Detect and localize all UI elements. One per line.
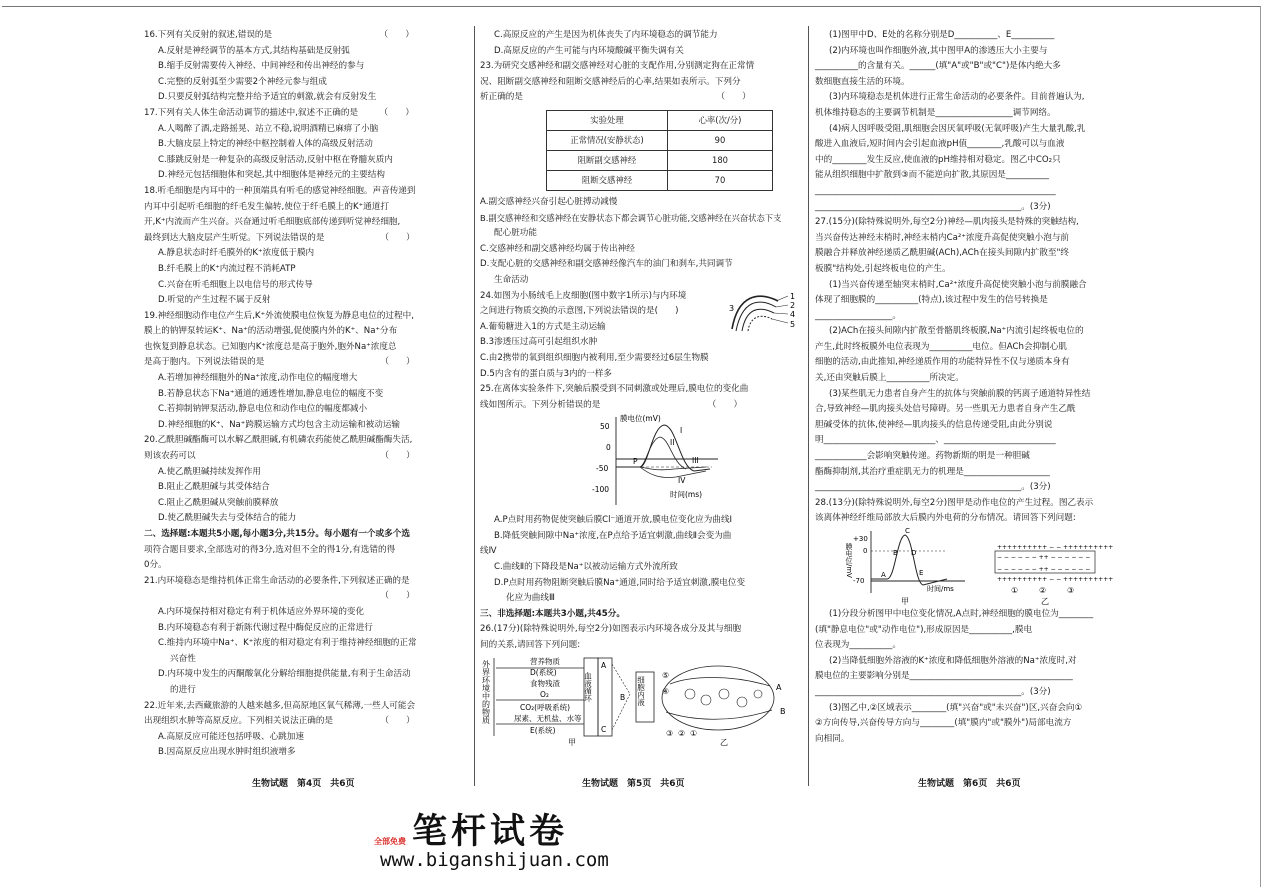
q23-option-b: B.副交感神经和交感神经在安静状态下都会调节心脏功能,交感神经在兴奋状态下支 <box>480 212 782 223</box>
col1-line: 20.乙酰胆碱酯酶可以水解乙酰胆碱,有机磷农药能使乙酰胆碱酯酶失活, <box>144 435 413 446</box>
col3-line: 胆碱受体的抗体,使神经—肌肉接头的信息传递受阻,由此分别说 <box>815 419 1053 430</box>
col1-line: 膜上的钠钾泵转运K⁺、Na⁺的活动增强,促使膜内外的K⁺、Na⁺分布 <box>144 326 398 337</box>
col2_top-line: 23.为研究交感神经和副交感神经对心脏的支配作用,分别测定狗在正常情 <box>480 61 755 72</box>
col3-line: 机体维持稳态的主要调节机制是__________________调节网络。 <box>815 107 1056 118</box>
col1-line: A.人喝醉了酒,走路摇晃、站立不稳,说明酒精已麻痹了小脑 <box>158 123 379 134</box>
col3-line: (3)内环境稳态是机体进行正常生命活动的必要条件。目前普遍认为, <box>829 92 1085 103</box>
col3_bot-line: 位表现为__________。 <box>815 640 901 651</box>
col1-line: A.静息状态时纤毛膜外的K⁺浓度低于膜内 <box>158 248 315 259</box>
col1-line: C.维持内环境中Na⁺、K⁺浓度的相对稳定有利于维持神经细胞的正常 <box>158 638 417 649</box>
table-cell: 阻断交感神经 <box>547 170 668 190</box>
q23-option-c: C.交感神经和副交感神经均属于传出神经 <box>480 243 635 254</box>
col1-line: D.听觉的产生过程不属于反射 <box>158 295 271 306</box>
col1-line: 最终到达大脑皮层产生听觉。下列说法错误的是 （ ） <box>144 232 415 243</box>
fig26-item: 尿素、无机盐、水等 <box>514 713 582 723</box>
charge-row: − − − − − − ++ − − − − − − <box>997 566 1091 573</box>
col1-line: 18.听毛细胞是内耳中的一种顶端具有听毛的感觉神经细胞。声音传递到 <box>144 185 416 196</box>
watermark-free-label: 全部免费 <box>374 837 406 846</box>
table-row <box>547 170 773 190</box>
q23-option-b-cont: 配心脏功能 <box>494 228 537 239</box>
fig28-region: ① <box>1011 586 1019 595</box>
col1-line: B.纤毛膜上的K⁺内流过程不消耗ATP <box>158 263 296 274</box>
fig26-num: A <box>776 682 782 692</box>
charge-row: − − − − − − ++ − − − − − − <box>997 554 1091 561</box>
q24-option: A.葡萄糖进入1的方式是主动运输 <box>480 321 606 332</box>
col3-line: 细胞的活动,由此推知,神经递质作用的功能特异性不仅与递质本身有 <box>815 357 1070 368</box>
fig25-curve-label: II <box>670 438 675 448</box>
fig28-letter: A <box>881 571 886 579</box>
table-cell: 90 <box>668 130 773 150</box>
fig28-region: ③ <box>1067 586 1075 595</box>
col3-line: __________________。 <box>815 310 901 321</box>
col1-line: C.若抑制钠钾泵活动,静息电位和动作电位的幅度都减小 <box>158 404 368 415</box>
fig26-num: B <box>780 706 786 716</box>
q25_opts-line: A.P点时用药物促使突触后膜Cl⁻通道开放,膜电位变化应为曲线Ⅰ <box>494 515 733 526</box>
fig24-label: 2 <box>790 300 796 310</box>
table-row <box>547 150 773 170</box>
q25_opts-line: C.曲线Ⅱ的下降段是Na⁺以被动运输方式外流所致 <box>494 562 678 573</box>
col1-line: B.缩手反射需要传入神经、中间神经和传出神经的参与 <box>158 61 365 72</box>
col1-line: D.神经元包括细胞体和突起,其中细胞体是神经元的主要结构 <box>158 170 385 181</box>
fig26-item: D(系统) <box>530 667 557 677</box>
col3-line: (3)某些肌无力患者自身产生的抗体与突触前膜的钙离子通道特异性结 <box>829 388 1091 399</box>
fig25-curve-label: III <box>692 456 699 466</box>
col3-line: ________________________________________________。(3分) <box>815 482 1051 493</box>
col1-line: 0分。 <box>144 560 167 571</box>
q23-option-d: D.支配心脏的交感神经和副交感神经像汽车的油门和刹车,共同调节 <box>480 259 733 270</box>
fig25-tick: -50 <box>596 464 609 474</box>
section-3-heading: 三、非选择题:本题共3小题,共45分。 <box>480 608 625 619</box>
col3-line: 27.(15分)(除特殊说明外,每空2分)神经—肌肉接头是特殊的突触结构, <box>815 217 1079 228</box>
col3-line: ________________________________________________________ <box>815 185 1056 196</box>
col3-line: ____________会影响突触传递。药物新斯的明是一种胆碱 <box>815 451 1030 462</box>
col3-line: 数细胞直接生活的环境。 <box>815 76 910 87</box>
fig26-item: CO₂(呼吸系统) <box>520 702 570 712</box>
fig26-abc: C <box>601 724 607 734</box>
fig26-num: ① <box>690 728 698 738</box>
col1-line: B.若静息状态下Na⁺通道的通透性增加,静息电位的幅度不变 <box>158 388 384 399</box>
table-header-cell: 实验处理 <box>547 110 668 130</box>
col3-line: 酯酶抑制剂,其治疗重症肌无力的机理是____________________ <box>815 466 1050 477</box>
table-header-cell: 心率(次/分) <box>668 110 773 130</box>
watermark-url[interactable]: www.biganshijuan.com <box>380 849 609 871</box>
col1-line: C.阻止乙酰胆碱从突触前膜释放 <box>158 497 279 508</box>
col3-line: 关,还由突触后膜上__________所决定。 <box>815 373 964 384</box>
q25_opts-line: 化应为曲线Ⅲ <box>506 593 555 604</box>
col1-line: C.膝跳反射是一种复杂的高级反射活动,反射中枢在脊髓灰质内 <box>158 154 393 165</box>
fig28-xlabel: 时间/ms <box>927 585 954 593</box>
charge-row: ++++++++++ − − ++++++++++ <box>997 576 1114 583</box>
col3-line: (2)ACh在接头间隙内扩散至骨骼肌终板膜,Na⁺内流引起终板电位的 <box>829 326 1084 337</box>
fig25-point: P <box>633 457 638 467</box>
col1-line: 开,K⁺内流而产生兴奋。兴奋通过听毛细胞底部传递到听觉神经细胞, <box>144 217 401 228</box>
col1-line: D.神经细胞的K⁺、Na⁺跨膜运输方式均包含主动运输和被动运输 <box>158 419 401 430</box>
fig25-tick: -100 <box>592 485 610 495</box>
fig26-loop: 血液循环 <box>583 671 593 702</box>
fig28-tick: 0 <box>863 547 868 555</box>
question-24 <box>480 289 798 383</box>
col3-line: (1)图甲中D、E处的名称分别是D__________、E__________ <box>829 30 1055 40</box>
fig28-tick: -70 <box>853 577 865 585</box>
fig26-num: ④ <box>662 686 670 696</box>
col1-line: 21.内环境稳态是维持机体正常生命活动的必要条件,下列叙述正确的是 <box>144 575 410 586</box>
q25_opts-line: 线Ⅳ <box>480 546 497 557</box>
fig28-letter: B <box>893 549 898 557</box>
q26-stem: 间的关系,请回答下列问题: <box>480 640 581 651</box>
page-6-column <box>815 28 1135 747</box>
col1-line: 则该农药可以 （ ） <box>144 451 415 462</box>
col1-line: A.内环境保持相对稳定有利于机体适应外界环境的变化 <box>158 606 365 617</box>
table-cell: 阻断副交感神经 <box>547 150 668 170</box>
col1-line: 也恢复到静息状态。已知胞内K⁺浓度总是高于胞外,胞外Na⁺浓度总 <box>144 341 397 352</box>
page-footer: 生物试题 第6页 共6页 <box>918 779 1021 789</box>
col1-line: 是高于胞内。下列说法错误的是 （ ） <box>144 357 415 368</box>
col3_bot-line: ②方向传导,兴奋传导方向与________(填"膜内"或"膜外")局部电流方 <box>815 718 1072 729</box>
col3_bot-line: ________________________________________________。(3分) <box>815 686 1051 697</box>
fig25-tick: 0 <box>606 443 611 453</box>
col1-line: B.内环境稳态有利于新陈代谢过程中酶促反应的正常进行 <box>158 622 373 633</box>
fig28-caption: 甲 <box>901 597 909 606</box>
col3-line: 板膜"结构处,引起终板电位的产生。 <box>815 263 951 274</box>
fig25-curve-label: I <box>680 426 683 436</box>
page-footer: 生物试题 第5页 共6页 <box>582 779 685 789</box>
col2_top-line: D.高原反应的产生可能与内环境酸碱平衡失调有关 <box>494 45 684 56</box>
internal-environment-diagram <box>480 654 798 746</box>
heart-rate-table <box>546 110 773 191</box>
col1-line: 二、选择题:本题共5小题,每小题3分,共15分。每小题有一个或多个选 <box>144 529 410 539</box>
col3_bot-line: 膜电位的主要影响分别是______________________________________ <box>815 671 1073 682</box>
col3-line: 膜融合并释放神经递质乙酰胆碱(ACh),ACh在接头间隙内扩散至"终 <box>815 248 1069 259</box>
fig28-tick: +30 <box>853 535 868 543</box>
col3-line: (4)病人因呼吸受阻,肌细胞会因厌氧呼吸(无氧呼吸)产生大量乳酸,乳 <box>829 123 1086 134</box>
fig28-caption: 乙 <box>1041 597 1049 606</box>
fig28-ylabel: 膜电位/mV <box>845 543 853 578</box>
fig28-region: ② <box>1039 586 1047 595</box>
col1-line: 22.近年来,去西藏旅游的人越来越多,但高原地区氧气稀薄,一些人可能会 <box>144 700 416 711</box>
q24-line: 之间进行物质交换的示意图,下列说法错误的是( ) <box>480 306 679 317</box>
col1-line: C.完整的反射弧至少需要2个神经元参与组成 <box>158 76 327 87</box>
fig25-xlabel: 时间(ms) <box>670 490 703 500</box>
q23-option-a: A.副交感神经兴奋引起心脏搏动减慢 <box>480 196 618 207</box>
col1-line: A.使乙酰胆碱持续发挥作用 <box>158 466 261 477</box>
fig28-letter: E <box>919 569 924 577</box>
col1-line: D.内环境中发生的丙酮酸氧化分解给细胞提供能量,有利于生命活动 <box>158 669 411 680</box>
q25-stem: 线如图所示。下列分析错误的是 （ ） <box>480 399 743 410</box>
col1-line: 出现组织水肿等高原反应。下列相关说法正确的是 （ ） <box>144 716 415 727</box>
col3-line: 体现了细胞膜的__________(特点),该过程中发生的信号转换是 <box>815 295 1048 306</box>
q25_opts-line: B.降低突触间隙中Na⁺浓度,在P点给予适宜刺激,曲线Ⅱ会变为曲 <box>494 530 732 541</box>
col3-line: 28.(13分)(除特殊说明外,每空2分)图甲是动作电位的产生过程。图乙表示 <box>815 497 1094 508</box>
fig25-curve-label: IV <box>678 476 686 486</box>
col1-line: 19.神经细胞动作电位产生后,K⁺外流使膜电位恢复为静息电位的过程中, <box>144 310 414 321</box>
col1-line: 的进行 <box>170 684 196 695</box>
col1-line: D.只要反射弧结构完整并给予适宜的刺激,就会有反射发生 <box>158 92 377 103</box>
watermark-title: 笔杆试卷 <box>412 811 569 852</box>
q24-line: 24.如图为小肠绒毛上皮细胞(图中数字1所示)与内环境 <box>480 290 687 301</box>
col1-line: D.使乙酰胆碱失去与受体结合的能力 <box>158 513 297 524</box>
col3-line: (1)当兴奋传递至轴突末梢时,Ca²⁺浓度升高促使突触小泡与前膜融合 <box>829 279 1087 290</box>
q23-option-d-cont: 生命活动 <box>494 274 529 285</box>
curve-III <box>640 467 706 470</box>
fig26-cell: 细胞内液 <box>636 675 646 706</box>
charge-row: ++++++++++ − − ++++++++++ <box>997 544 1114 551</box>
col3-line: 中的________发生反应,使血液的pH维持相对稳定。图乙中CO₂只 <box>815 154 1061 165</box>
page-4-column <box>144 28 466 761</box>
q25-stem: 25.在离体实验条件下,突触后膜受到不同刺激或处理后,膜电位的变化曲 <box>480 384 749 395</box>
table-cell: 正常情况(安静状态) <box>547 130 668 150</box>
fig26-num: ② <box>678 728 686 738</box>
col3-line: 能从组织细胞中扩散到③而不能逆向扩散,其原因是__________ <box>815 170 1049 181</box>
col1-line: A.高原反应可能还包括呼吸、心跳加速 <box>158 731 304 742</box>
col3_bot-line: (填"静息电位"或"动作电位"),形成原因是__________,膜电 <box>815 624 1033 635</box>
col1-line: （ ） <box>144 591 415 602</box>
q24-option: C.由2携带的氧到组织细胞内被利用,至少需要经过6层生物膜 <box>480 352 709 363</box>
fig28-letter: D <box>911 549 917 557</box>
fig26-item: 营养物质 <box>530 656 560 666</box>
table-header-row <box>547 110 773 130</box>
col2_top-line: C.高原反应的产生是因为机体丧失了内环境稳态的调节能力 <box>494 30 718 40</box>
col1-line: C.兴奋在听毛细胞上以电信号的形式传导 <box>158 279 313 290</box>
column-divider-left <box>474 26 475 786</box>
page-footer: 生物试题 第4页 共6页 <box>252 779 355 789</box>
col3-line: 酸进入血液后,短时间内会引起血液pH值________,乳酸可以与血液 <box>815 139 1065 150</box>
column-divider-right <box>808 26 809 786</box>
col3_bot-line: (2)当降低细胞外溶液的K⁺浓度和降低细胞外溶液的Na⁺浓度时,对 <box>829 655 1077 666</box>
fig26-side-label: 外界环境中的物质 <box>481 659 491 724</box>
page-5-column <box>480 28 798 746</box>
fig26-item: O₂ <box>540 689 549 699</box>
col1-line: 16.下列有关反射的叙述,错误的是 （ ） <box>144 30 414 40</box>
fig26-abc: A <box>601 660 607 670</box>
fig25-ylabel: 膜电位(mV) <box>620 414 661 424</box>
fig26-abc: B <box>620 692 626 702</box>
col2_top-line: 况、阻断副交感神经和阻断交感神经后的心率,结果如表所示。下列分 <box>480 76 741 87</box>
col1-line: 17.下列有关人体生命活动调节的描述中,叙述不正确的是 （ ） <box>144 107 414 118</box>
villus-figure <box>728 289 800 333</box>
col3_bot-line: (3)图乙中,②区域表示________(填"兴奋"或"未兴奋")区,兴奋会向① <box>829 702 1083 713</box>
col3-line: 当兴奋传达神经末梢时,神经末梢内Ca²⁺浓度升高促使突触小泡与前 <box>815 232 1070 243</box>
q25_opts-line: D.P点时用药物阻断突触后膜Na⁺通道,同时给予适宜刺激,膜电位变 <box>494 577 746 588</box>
col1-line: 内耳中引起听毛细胞的纤毛发生偏转,使位于纤毛膜上的K⁺通道打 <box>144 201 389 212</box>
col1-line: A.反射是神经调节的基本方式,其结构基础是反射弧 <box>158 45 350 56</box>
col3-line: 该离体神经纤维局部放大后膜内外电荷的分布情况。请回答下列问题: <box>815 513 1076 524</box>
fig24-label: 4 <box>790 309 796 319</box>
fig28-letter: C <box>905 527 910 535</box>
col1-line: A.若增加神经细胞外的Na⁺浓度,动作电位的幅度增大 <box>158 373 358 384</box>
table-cell: 180 <box>668 150 773 170</box>
col3-line: __________的含量有关。______(填"A"或"B"或"C")是体内绝大多 <box>815 61 1061 72</box>
col1-line: B.因高原反应出现水肿时组织液增多 <box>158 747 296 758</box>
col3-line: (2)内环境也叫作细胞外液,其中图甲A的渗透压大小主要与 <box>829 45 1048 56</box>
col3-line: 产生,此时终板膜外电位表现为__________电位。但ACh会抑制心肌 <box>815 341 1067 352</box>
col3_bot-line: 向相同。 <box>815 733 850 744</box>
table-cell: 70 <box>668 170 773 190</box>
membrane-potential-graph <box>480 413 798 513</box>
col1-line: B.大脑皮层上特定的神经中枢控制着人体的高级反射活动 <box>158 139 373 150</box>
fig24-label: 3 <box>729 303 735 313</box>
col1-line: 项符合题目要求,全部选对的得3分,选对但不全的得1分,有选错的得 <box>144 544 396 555</box>
col2_top-line: 析正确的是 （ ） <box>480 92 751 103</box>
action-potential-figures <box>815 527 1135 607</box>
fig25-tick: 50 <box>600 422 610 432</box>
q24-option: B.3渗透压过高可引起组织水肿 <box>480 337 598 348</box>
curve-II <box>640 437 686 469</box>
table-row <box>547 130 773 150</box>
col3_bot-line: (1)分段分析图甲中电位变化情况,A点时,神经细胞的膜电位为________ <box>829 609 1094 619</box>
col1-line: 兴奋性 <box>170 653 196 664</box>
col3-line: 明__________________________、__________________________ <box>815 435 1056 446</box>
col3-line: ________________________________________________。(3分) <box>815 201 1051 212</box>
fig26-caption: 乙 <box>720 737 728 746</box>
fig24-label: 5 <box>790 319 796 329</box>
fig26-item: 食物残渣 <box>530 678 560 688</box>
col3-line: 合,导致神经—肌肉接头处信号障碍。另一些肌无力患者自身产生乙酰 <box>815 404 1076 415</box>
fig26-caption: 甲 <box>568 737 576 746</box>
fig26-num: ③ <box>666 728 674 738</box>
fig26-num: ⑤ <box>662 670 670 680</box>
fig26-item: E(系统) <box>530 725 556 735</box>
q26-stem: 26.(17分)(除特殊说明外,每空2分)如图表示内环境各成分及其与细胞 <box>480 624 742 635</box>
col1-line: B.阻止乙酰胆碱与其受体结合 <box>158 482 270 493</box>
q24-option: D.5内含有的蛋白质与3内的一样多 <box>480 368 613 379</box>
fig24-label: 1 <box>790 291 796 301</box>
